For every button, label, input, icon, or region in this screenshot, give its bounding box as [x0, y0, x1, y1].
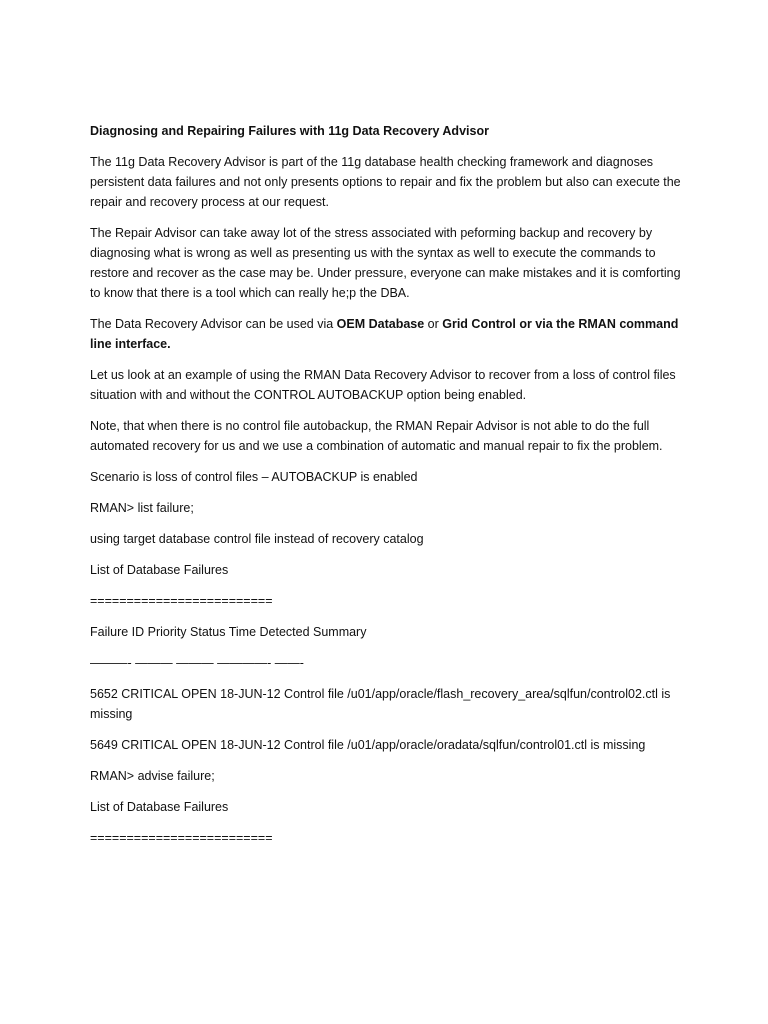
- dash-separator: ———- ——— ——— ————- ——-: [90, 656, 304, 670]
- failure-row: 5649 CRITICAL OPEN 18-JUN-12 Control file /u01/app/oracle/oradata/sqlfun/control01.ctl is missing: [90, 738, 646, 752]
- usage-prefix: The Data Recovery Advisor can be used via: [90, 317, 337, 331]
- usage-paragraph: [90, 314, 690, 354]
- separator-rule: =========================: [90, 831, 273, 845]
- document-title: Diagnosing and Repairing Failures with 11g Data Recovery Advisor: [90, 124, 489, 138]
- rman-list-command: RMAN> list failure;: [90, 501, 194, 515]
- separator-rule: =========================: [90, 594, 273, 608]
- intro-paragraph: The 11g Data Recovery Advisor is part of the 11g database health checking framework and diagnoses persistent data failures and not only presents options to repair and fix the problem but also can execute the repair and recovery process at our request.: [90, 155, 681, 209]
- scenario-line: Scenario is loss of control files – AUTOBACKUP is enabled: [90, 470, 418, 484]
- note-paragraph: Note, that when there is no control file autobackup, the RMAN Repair Advisor is not able to do the full automated recovery for us and we use a combination of automatic and manual repair to fix the problem.: [90, 419, 663, 453]
- usage-oem: OEM Database: [336, 317, 425, 331]
- rman-advise-command: RMAN> advise failure;: [90, 769, 215, 783]
- failures-heading: List of Database Failures: [90, 800, 229, 814]
- example-paragraph: Let us look at an example of using the RMAN Data Recovery Advisor to recover from a loss of control files situation with and without the CONTROL AUTOBACKUP option being enabled.: [90, 368, 676, 402]
- repair-advisor-paragraph: The Repair Advisor can take away lot of the stress associated with peforming backup and recovery by diagnosing what is wrong as well as presenting us with the syntax as well to execute the commands to restore and recover as the case may be. Under pressure, everyone can make mistakes and it is comforting to know that there is a tool which can really he;p the DBA.: [90, 226, 681, 300]
- usage-rest: Grid Control or via the RMAN command line interface.: [90, 317, 679, 351]
- document-page: [90, 121, 690, 859]
- failures-heading: List of Database Failures: [90, 563, 229, 577]
- using-target-line: using target database control file instead of recovery catalog: [90, 532, 424, 546]
- usage-or: or: [424, 317, 443, 331]
- failure-row: 5652 CRITICAL OPEN 18-JUN-12 Control file /u01/app/oracle/flash_recovery_area/sqlfun/control02.ctl is missing: [90, 687, 671, 721]
- failure-columns-header: Failure ID Priority Status Time Detected Summary: [90, 625, 367, 639]
